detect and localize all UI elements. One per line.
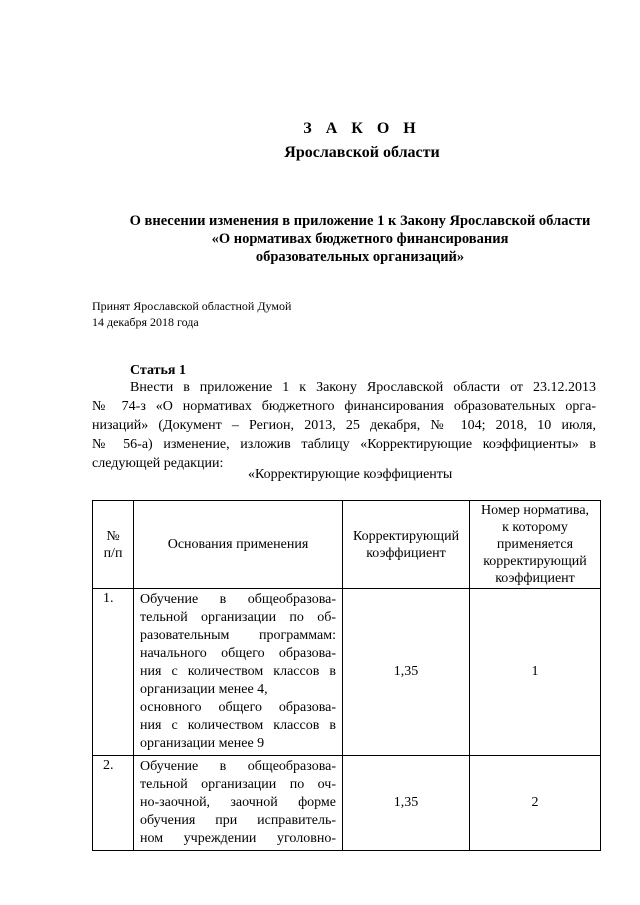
header-coefficient-line: Корректирующий <box>352 528 460 544</box>
basis-line: основного общего образова- <box>140 700 336 715</box>
coefficients-table <box>92 500 601 851</box>
region-title: Ярославской области <box>284 144 440 161</box>
row-norm-number: 2 <box>470 756 601 851</box>
header-coefficient-line: коэффициент <box>366 545 446 561</box>
basis-line: но-заочной, заочной форме <box>140 795 336 810</box>
article-title: Статья 1 <box>130 363 186 378</box>
basis-line: ния с количеством классов в <box>140 718 336 733</box>
basis-line: организации менее 4, <box>140 682 268 697</box>
basis-line: тельной организации по оч- <box>140 777 336 792</box>
article-line: Внести в приложение 1 к Закону Ярославской области от 23.12.2013 <box>130 380 596 395</box>
basis-line: обучения при исправитель- <box>140 813 336 828</box>
header-norm-number <box>470 501 601 589</box>
basis-line: ния с количеством классов в <box>140 664 336 679</box>
header-number <box>93 501 134 589</box>
header-basis: Основания применения <box>134 501 343 589</box>
basis-line: тельной организации по об- <box>140 610 336 625</box>
law-subject <box>100 212 620 266</box>
row-number: 2. <box>93 756 134 851</box>
table-row <box>93 756 601 851</box>
basis-line: начального общего образова- <box>140 646 336 661</box>
basis-line: разовательным программам: <box>140 628 336 643</box>
header-norm-line: коэффициент <box>495 571 575 586</box>
adoption-note <box>92 298 291 330</box>
basis-line: организации менее 9 <box>140 736 265 751</box>
row-coefficient: 1,35 <box>343 589 470 756</box>
subject-line: О внесении изменения в приложение 1 к Закону Ярославской области <box>129 213 591 229</box>
article-line: № 74-з «О нормативах бюджетного финансирования образовательных орга- <box>92 399 596 414</box>
row-norm-number: 1 <box>470 589 601 756</box>
adoption-body: Принят Ярославской областной Думой <box>92 299 292 313</box>
table-caption: «Корректирующие коэффициенты <box>248 467 453 482</box>
article-text <box>92 378 596 473</box>
document-type-title: З А К О Н <box>303 120 421 137</box>
table-header-row <box>93 501 601 589</box>
basis-line: Обучение в общеобразова- <box>140 592 336 607</box>
header-norm-line: корректирующий <box>483 554 587 569</box>
header-norm-line: Номер норматива, <box>480 503 590 518</box>
article-line: следующей редакции: <box>92 456 224 471</box>
header-number-line: № <box>106 528 120 544</box>
subject-line: образовательных организаций» <box>255 249 465 265</box>
basis-line: ном учреждении уголовно- <box>140 831 336 846</box>
row-basis <box>134 756 343 851</box>
article-line: № 56-а) изменение, изложив таблицу «Корректирующие коэффициенты» в <box>92 437 596 452</box>
header-norm-line: применяется <box>496 537 574 552</box>
header-norm-line: к которому <box>502 520 568 535</box>
table-row <box>93 589 601 756</box>
row-coefficient: 1,35 <box>343 756 470 851</box>
row-basis <box>134 589 343 756</box>
header-coefficient <box>343 501 470 589</box>
header-number-line: п/п <box>103 545 123 561</box>
adoption-date: 14 декабря 2018 года <box>92 315 199 329</box>
subject-line: «О нормативах бюджетного финансирования <box>211 231 509 247</box>
row-number: 1. <box>93 589 134 756</box>
article-line: низаций» (Документ – Регион, 2013, 25 декабря, № 104; 2018, 10 июля, <box>92 418 596 433</box>
basis-line: Обучение в общеобразова- <box>140 759 336 774</box>
